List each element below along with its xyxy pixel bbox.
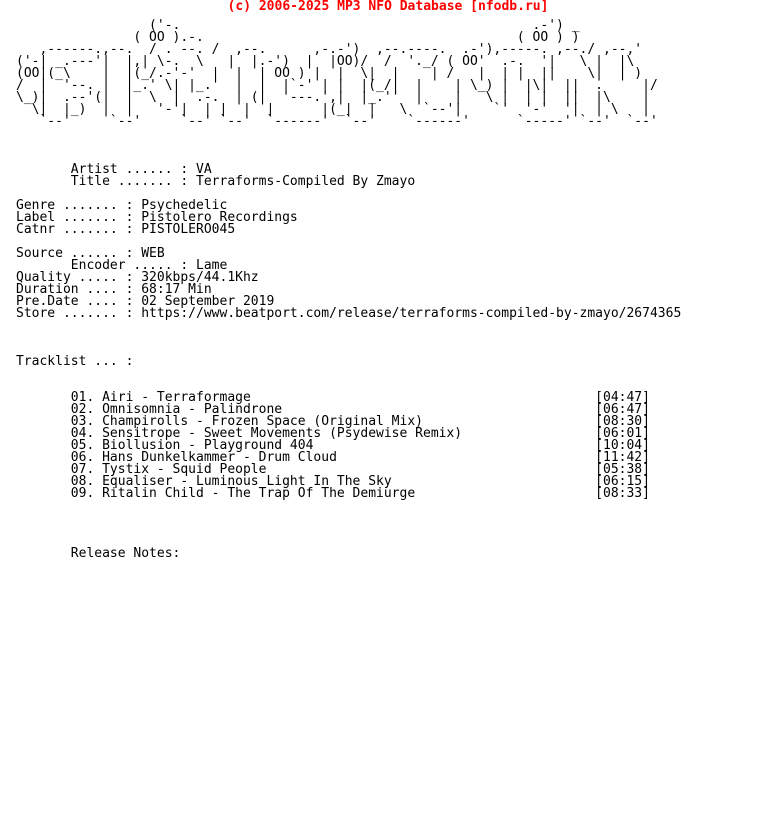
nfo-line: Tracklist ... :	[16, 354, 134, 369]
nfo-line: Label ....... : Pistolero Recordings	[16, 210, 298, 225]
nfo-line: 03. Champirolls - Frozen Space (Original Mix) [08:30]	[16, 414, 650, 429]
nfo-line: `--' `--' `--' `--' `------' `--' `------' `-----' `--' `--'	[16, 114, 658, 129]
nfo-line: 02. Omnisomnia - Palindrone [06:47]	[16, 402, 650, 417]
nfo-line: ('-| _.---'| |,| \-. \ | |.-') | |OO)/ / '._/ ( OO' .-. '| \ | |\	[16, 54, 635, 69]
nfo-line: 06. Hans Dunkelkammer - Drum Cloud [11:42]	[16, 450, 650, 465]
nfo-line: \| |_) | | '-'| | | | | |(_| | \ `--'| `' '-' '| | \ |	[16, 102, 650, 117]
nfo-line: Artist ...... : VA	[16, 162, 212, 177]
nfo-line	[16, 128, 681, 140]
nfo-line	[16, 320, 681, 332]
nfo-line	[16, 512, 681, 524]
nfo-line: 01. Airi - Terraformage [04:47]	[16, 390, 650, 405]
nfo-line: 07. Tystix - Squid People [05:38]	[16, 462, 650, 477]
nfo-line: ( OO ).-. ( OO ) )	[16, 30, 580, 45]
copyright-header: (c) 2006-2025 MP3 NFO Database [nfodb.ru]	[227, 0, 549, 14]
nfo-line: Encoder ..... : Lame	[16, 258, 228, 273]
nfo-line: 08. Equaliser - Luminous Light In The Sky [06:15]	[16, 474, 650, 489]
nfo-line	[16, 524, 681, 536]
nfo-line: Catnr ....... : PISTOLERO045	[16, 222, 236, 237]
nfo-line: (OO|(_\ | |(_/.-'-' | | | OO ) | | \| | | / | | | || \| | )	[16, 66, 643, 81]
nfo-line: Genre ....... : Psychedelic	[16, 198, 228, 213]
nfo-text	[16, 20, 681, 560]
nfo-line	[16, 332, 681, 344]
nfo-line: \_)| .--'(| | \ | .-. | (| '---.',| |_.'' | | \ | | | || |\ |	[16, 90, 650, 105]
nfo-line	[16, 140, 681, 152]
nfo-line: Quality ..... : 320kbps/44.1Khz	[16, 270, 259, 285]
nfo-line: Release Notes:	[16, 546, 181, 561]
nfo-line: 04. Sensitrope - Sweet Movements (Psydewise Remix) [06:01]	[16, 426, 650, 441]
nfo-line: Pre.Date .... : 02 September 2019	[16, 294, 275, 309]
nfo-line: / | '--. | |_.' \| |_.' | | |`-' | | |(_/| | | \_) | |\| || . |/	[16, 78, 658, 93]
nfo-line: Duration .... : 68:17 Min	[16, 282, 212, 297]
nfo-line: Title ....... : Terraforms-Compiled By Zmayo	[16, 174, 416, 189]
nfo-line: ,------.,--. / . --. / ,--. ,-.-') ,--.----. .-'),-----. ,--./ ,--,'	[16, 42, 643, 57]
nfo-line	[16, 368, 681, 380]
nfo-line: Store ....... : https://www.beatport.com/release/terraforms-compiled-by-zmayo/2674365	[16, 306, 682, 321]
nfo-line: Source ...... : WEB	[16, 246, 165, 261]
nfo-line	[16, 500, 681, 512]
nfo-line: 05. Biollusion - Playground 404 [10:04]	[16, 438, 650, 453]
nfo-line: 09. Ritalin Child - The Trap Of The Demiurge [08:33]	[16, 486, 650, 501]
nfo-line: ('-. .-') _	[16, 18, 580, 33]
